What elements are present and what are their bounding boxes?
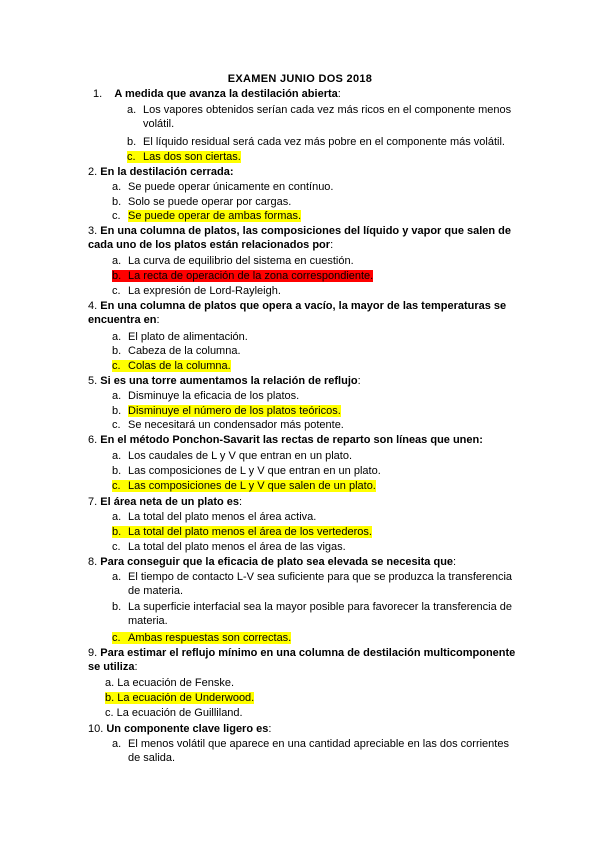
option-1c — [127, 150, 241, 164]
question-text: Un componente clave ligero es — [106, 723, 269, 735]
option-9c — [105, 706, 243, 720]
option-letter: b. — [112, 270, 122, 282]
option-letter: a. — [112, 181, 122, 193]
option-letter: c. — [112, 419, 121, 431]
question-7 — [88, 495, 528, 509]
option-5b — [112, 404, 341, 418]
option-text: La curva de equilibrio del sistema en cuestión. — [128, 255, 354, 267]
question-number: 3. — [88, 225, 98, 237]
option-letter: b. — [112, 601, 122, 613]
question-number: 2. — [88, 166, 98, 178]
option-9a — [105, 676, 234, 690]
option-4c — [112, 359, 231, 373]
option-letter: a. — [112, 390, 122, 402]
option-letter: b. — [105, 692, 115, 704]
question-text: A medida que avanza la destilación abierta — [114, 88, 338, 100]
option-letter: c. — [105, 707, 114, 719]
option-letter: c. — [112, 541, 121, 553]
question-number: 6. — [88, 434, 98, 446]
question-6 — [88, 433, 528, 447]
option-text: El tiempo de contacto L-V sea suficiente para que se produzca la transferencia de materia. — [128, 571, 513, 597]
option-7a — [112, 510, 316, 524]
question-number: 9. — [88, 647, 98, 659]
question-number: 5. — [88, 375, 98, 387]
question-8 — [88, 555, 528, 569]
option-letter: c. — [112, 632, 121, 644]
option-text: La total del plato menos el área de las vigas. — [128, 541, 346, 553]
option-letter: a. — [112, 331, 122, 343]
option-text: La superficie interfacial sea la mayor posible para favorecer la transferencia de materia. — [128, 601, 512, 627]
option-text: Las composiciones de L y V que entran en un plato. — [128, 465, 381, 477]
question-number: 1. — [93, 88, 103, 100]
option-letter: b. — [112, 196, 122, 208]
option-letter: a. — [112, 450, 122, 462]
option-text: Colas de la columna. — [128, 360, 231, 372]
option-3a — [112, 254, 354, 268]
option-text: El menos volátil que aparece en una cantidad apreciable en las dos corrientes de salida. — [128, 738, 509, 764]
option-letter: a. — [112, 511, 122, 523]
question-suffix: : — [134, 661, 138, 673]
option-letter: a. — [112, 571, 122, 583]
question-text: En una columna de platos, las composiciones del líquido y vapor que salen de cada uno de los platos están relacionados por — [88, 225, 512, 251]
option-letter: a. — [105, 677, 115, 689]
question-text: Para estimar el reflujo mínimo en una columna de destilación multicomponente se utiliza — [88, 647, 516, 673]
option-10a — [112, 737, 518, 765]
option-text: Disminuye el número de los platos teóricos. — [128, 405, 341, 417]
option-3b — [112, 269, 373, 283]
question-suffix: : — [268, 723, 272, 735]
option-2a — [112, 180, 333, 194]
question-text: Para conseguir que la eficacia de plato sea elevada se necesita que — [100, 556, 454, 568]
question-text: Si es una torre aumentamos la relación de reflujo — [100, 375, 358, 387]
option-6c — [112, 479, 376, 493]
option-text: Solo se puede operar por cargas. — [128, 196, 292, 208]
option-1b — [127, 135, 505, 149]
option-letter: b. — [112, 465, 122, 477]
option-6b — [112, 464, 381, 478]
option-text: Cabeza de la columna. — [128, 345, 241, 357]
option-2b — [112, 195, 291, 209]
option-8a — [112, 570, 518, 598]
option-text: La expresión de Lord-Rayleigh. — [128, 285, 281, 297]
question-number: 10. — [88, 723, 104, 735]
option-letter: c. — [112, 480, 121, 492]
option-letter: c. — [112, 285, 121, 297]
question-suffix: : — [239, 496, 243, 508]
question-number: 4. — [88, 300, 98, 312]
question-suffix: : — [330, 239, 334, 251]
option-4a — [112, 330, 248, 344]
option-text: La ecuación de Fenske. — [117, 677, 235, 689]
option-text: Los vapores obtenidos serían cada vez más ricos en el componente menos volátil. — [143, 104, 512, 130]
question-9 — [88, 646, 528, 674]
option-letter: b. — [112, 526, 122, 538]
option-text: Se puede operar de ambas formas. — [128, 210, 302, 222]
option-letter: c. — [127, 151, 136, 163]
question-number: 7. — [88, 496, 98, 508]
option-5c — [112, 418, 344, 432]
question-text: El área neta de un plato es — [100, 496, 240, 508]
option-letter: b. — [112, 405, 122, 417]
option-text: El líquido residual será cada vez más pobre en el componente más volátil. — [143, 136, 505, 148]
option-8b — [112, 600, 518, 628]
question-suffix: : — [453, 556, 457, 568]
option-letter: b. — [127, 136, 137, 148]
option-6a — [112, 449, 352, 463]
option-9b — [105, 691, 254, 705]
option-1a — [127, 103, 513, 131]
option-text: La recta de operación de la zona correspondiente. — [128, 270, 374, 282]
option-text: Las composiciones de L y V que salen de un plato. — [128, 480, 376, 492]
exam-title: EXAMEN JUNIO DOS 2018 — [227, 73, 373, 85]
question-10 — [88, 722, 528, 736]
option-text: Ambas respuestas son correctas. — [128, 632, 292, 644]
option-text: Disminuye la eficacia de los platos. — [128, 390, 300, 402]
option-letter: a. — [112, 255, 122, 267]
option-5a — [112, 389, 299, 403]
question-suffix: : — [357, 375, 361, 387]
option-letter: c. — [112, 210, 121, 222]
question-text: En el método Ponchon-Savarit las rectas de reparto son líneas que unen: — [100, 434, 483, 446]
option-text: La ecuación de Guilliland. — [116, 707, 243, 719]
question-5 — [88, 374, 528, 388]
option-7b — [112, 525, 372, 539]
question-suffix: : — [156, 314, 160, 326]
option-text: La ecuación de Underwood. — [117, 692, 255, 704]
option-letter: a. — [127, 104, 137, 116]
question-number: 8. — [88, 556, 98, 568]
option-letter: b. — [112, 345, 122, 357]
option-text: Se puede operar únicamente en contínuo. — [128, 181, 334, 193]
question-2 — [88, 165, 528, 179]
option-letter: a. — [112, 738, 122, 750]
option-text: La total del plato menos el área activa. — [128, 511, 317, 523]
option-7c — [112, 540, 346, 554]
option-2c — [112, 209, 301, 223]
question-text: En la destilación cerrada: — [100, 166, 234, 178]
option-text: Se necesitará un condensador más potente. — [128, 419, 344, 431]
option-text: La total del plato menos el área de los vertederos. — [128, 526, 372, 538]
question-suffix: : — [337, 88, 341, 100]
option-letter: c. — [112, 360, 121, 372]
question-text: En una columna de platos que opera a vacío, la mayor de las temperaturas se encuentra en — [88, 300, 507, 326]
option-3c — [112, 284, 281, 298]
question-3 — [88, 224, 528, 252]
option-8c — [112, 631, 291, 645]
question-1 — [93, 87, 533, 101]
option-text: Las dos son ciertas. — [143, 151, 241, 163]
option-text: Los caudales de L y V que entran en un plato. — [128, 450, 353, 462]
option-text: El plato de alimentación. — [128, 331, 248, 343]
option-4b — [112, 344, 241, 358]
question-4 — [88, 299, 528, 327]
